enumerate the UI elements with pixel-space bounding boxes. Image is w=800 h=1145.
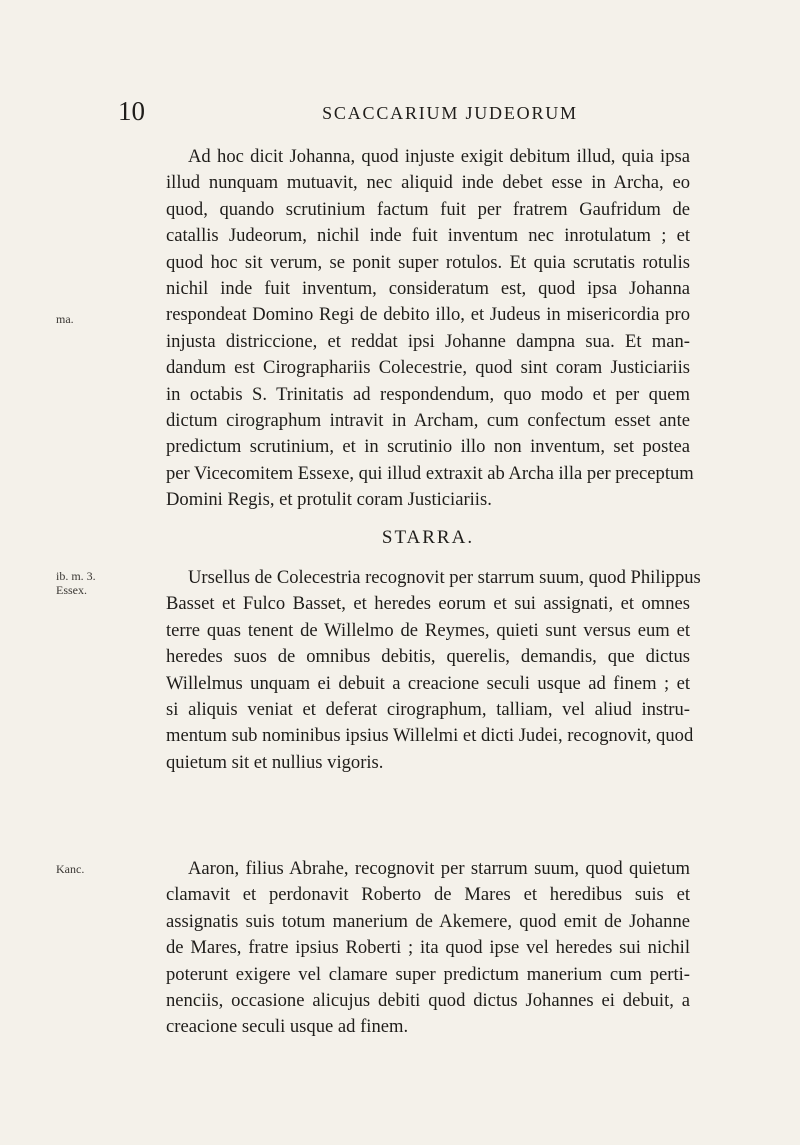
text-line: quod, quando scrutinium factum fuit per fratrem Gaufridum de (166, 198, 690, 220)
text-line: Domini Regis, et protulit coram Justiciariis. (166, 489, 492, 511)
paragraph-1 (166, 144, 694, 513)
text-line: si aliquis veniat et deferat cirographum, talliam, vel aliud instru- (166, 698, 690, 720)
paragraph-3 (166, 856, 690, 1041)
text-line: respondeat Domino Regi de debito illo, et Judeus in misericordia pro (166, 304, 690, 326)
text-line: assignatis suis totum manerium de Akemere, quod emit de Johanne (166, 910, 690, 932)
page-number: 10 (118, 96, 145, 126)
text-line: poterunt exigere vel clamare super predictum manerium cum perti- (166, 963, 690, 985)
text-line: heredes suos de omnibus debitis, querelis, demandis, que dictus (166, 646, 690, 668)
margin-note: ma. (56, 312, 74, 326)
text-line: dandum est Cirographariis Colecestrie, quod sint coram Justiciariis (166, 357, 690, 379)
page-header (0, 96, 800, 126)
text-line: Willelmus unquam ei debuit a creacione seculi usque ad finem ; et (166, 672, 690, 694)
text-line: mentum sub nominibus ipsius Willelmi et dicti Judei, recognovit, quod (166, 725, 694, 747)
text-line: terre quas tenent de Willelmo de Reymes, quieti sunt versus eum et (166, 619, 690, 641)
text-line: per Vicecomitem Essexe, qui illud extraxit ab Archa illa per preceptum (166, 462, 694, 484)
section-heading: STARRA. (381, 527, 475, 548)
text-line: Aaron, filius Abrahe, recognovit per starrum suum, quod quietum (188, 858, 690, 879)
paragraph-2 (166, 565, 701, 776)
text-line: dictum cirographum intravit in Archam, cum confectum esset ante (166, 409, 690, 431)
text-line: quietum sit et nullius vigoris. (166, 751, 384, 773)
text-line: quod hoc sit verum, se ponit super rotulos. Et quia scrutatis rotulis (166, 251, 690, 273)
text-line: Ursellus de Colecestria recognovit per starrum suum, quod Philippus (188, 567, 701, 588)
margin-note: Kanc. (56, 862, 85, 876)
text-line: illud nunquam mutuavit, nec aliquid inde debet esse in Archa, eo (166, 172, 690, 194)
text-line: nichil inde fuit inventum, consideratum est, quod ipsa Johanna (166, 277, 690, 299)
running-head: SCACCARIUM JUDEORUM (322, 103, 578, 123)
text-line: nenciis, occasione alicujus debiti quod dictus Johannes ei debuit, a (166, 989, 690, 1011)
margin-note (56, 569, 96, 597)
text-line: predictum scrutinium, et in scrutinio illo non inventum, set postea (166, 436, 690, 458)
text-line: Basset et Fulco Basset, et heredes eorum et sui assignati, et omnes (166, 593, 690, 615)
margin-note-line: Essex. (56, 583, 87, 597)
text-line: Ad hoc dicit Johanna, quod injuste exigit debitum illud, quia ipsa (188, 146, 690, 167)
text-line: catallis Judeorum, nichil inde fuit inventum nec inrotulatum ; et (166, 225, 690, 247)
margin-note-line: ib. m. 3. (56, 569, 96, 583)
text-line: clamavit et perdonavit Roberto de Mares et heredibus suis et (166, 884, 690, 906)
text-line: injusta districcione, et reddat ipsi Johanne dampna sua. Et man- (166, 330, 690, 352)
text-line: creacione seculi usque ad finem. (166, 1016, 409, 1038)
text-line: in octabis S. Trinitatis ad respondendum, quo modo et per quem (166, 383, 690, 405)
text-line: de Mares, fratre ipsius Roberti ; ita quod ipse vel heredes sui nichil (166, 937, 690, 959)
